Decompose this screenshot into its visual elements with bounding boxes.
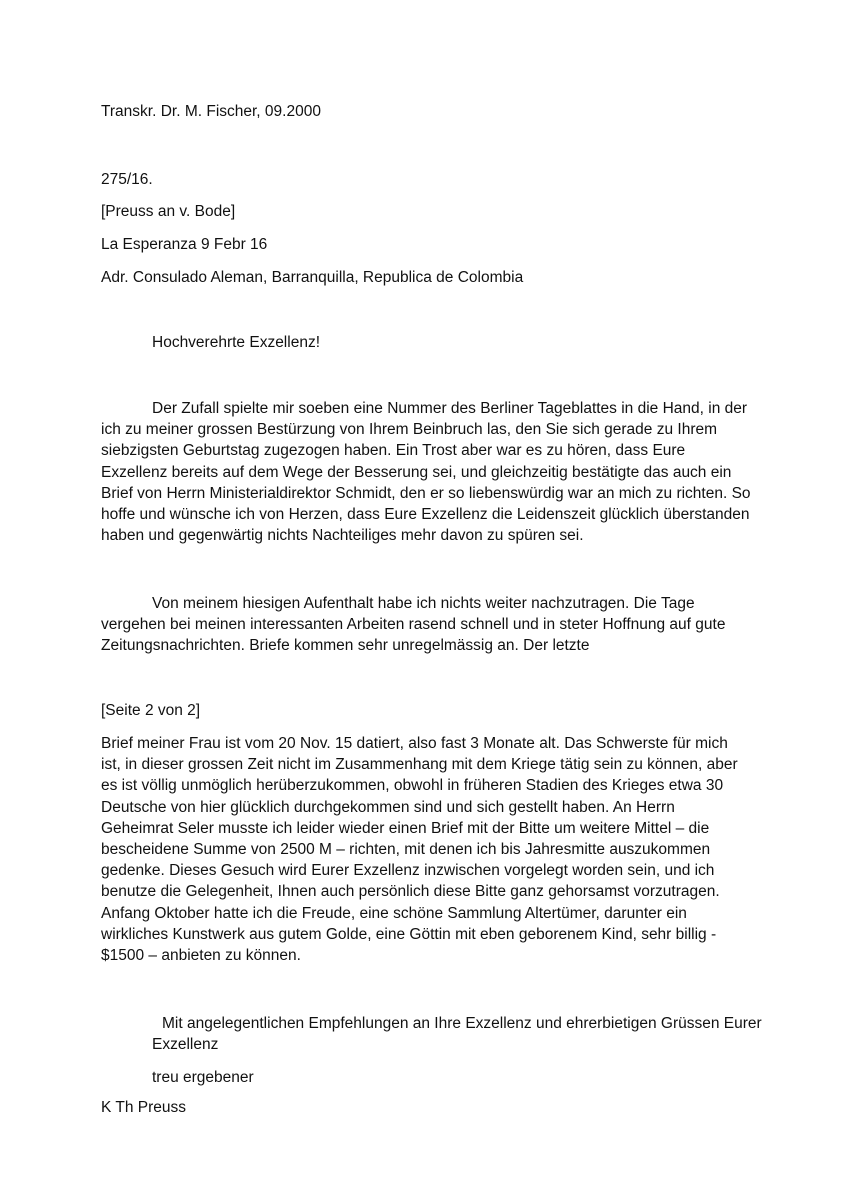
page-marker: [Seite 2 von 2] (101, 702, 201, 719)
place-date: La Esperanza 9 Febr 16 (101, 236, 268, 253)
signature: K Th Preuss (101, 1099, 187, 1116)
paragraph-3: Brief meiner Frau ist vom 20 Nov. 15 datiert, also fast 3 Monate alt. Das Schwerste für mich ist, in dieser grossen Zeit nicht im Zusammenhang mit dem Kriege tätig sein zu können, aber es ist völlig unmöglich herüberzukommen, obwohl in früheren Stadien des Krieges etwa 30 Deutsche von hier glücklich durchgekommen sind und sich gestellt haben. An Herrn Geheimrat Seler musste ich leider wieder einen Brief mit der Bitte um weitere Mittel – die bescheidene Summe von 2500 M – richten, mit denen ich bis Jahresmitte auszukommen gedenke. Dieses Gesuch wird Eurer Exzellenz inzwischen vorgelegt worden sein, und ich benutze die Gelegenheit, Ihnen auch persönlich diese Bitte ganz gehorsamst vorzutragen. Anfang Oktober hatte ich die Freude, eine schöne Sammlung Altertümer, darunter ein wirkliches Kunstwerk aus gutem Golde, eine Göttin mit eben geborenem Kind, sehr billig - $1500 – anbieten zu können. (101, 735, 738, 965)
valediction: treu ergebener (152, 1069, 254, 1086)
reference-number: 275/16. (101, 171, 153, 188)
closing-text: Mit angelegentlichen Empfehlungen an Ihre Exzellenz und ehrerbietigen Grüssen Eurer Exzellenz (152, 1015, 762, 1053)
paragraph-2: Von meinem hiesigen Aufenthalt habe ich nichts weiter nachzutragen. Die Tage vergehen bei meinen interessanten Arbeiten rasend schnell und in steter Hoffnung auf gute Zeitungsnachrichten. Briefe kommen sehr unregelmässig an. Der letzte (101, 595, 726, 655)
transcriber-note: Transkr. Dr. M. Fischer, 09.2000 (101, 103, 321, 120)
address-line: Adr. Consulado Aleman, Barranquilla, Republica de Colombia (101, 269, 524, 286)
salutation: Hochverehrte Exzellenz! (152, 334, 320, 351)
paragraph-1: Der Zufall spielte mir soeben eine Nummer des Berliner Tageblattes in die Hand, in der ich zu meiner grossen Bestürzung von Ihrem Beinbruch las, den Sie sich gerade zu Ihrem siebzigsten Geburtstag zugezogen haben. Ein Trost aber war es zu hören, dass Eure Exzellenz bereits auf dem Wege der Besserung sei, und gleichzeitig bestätigte das auch ein Brief von Herrn Ministerialdirektor Schmidt, den er so liebenswürdig war an mich zu richten. So hoffe und wünsche ich von Herzen, dass Eure Exzellenz die Leidenszeit glücklich überstanden haben und gegenwärtig nichts Nachteiliges mehr davon zu spüren sei. (101, 400, 751, 545)
sender-recipient: [Preuss an v. Bode] (101, 203, 236, 220)
